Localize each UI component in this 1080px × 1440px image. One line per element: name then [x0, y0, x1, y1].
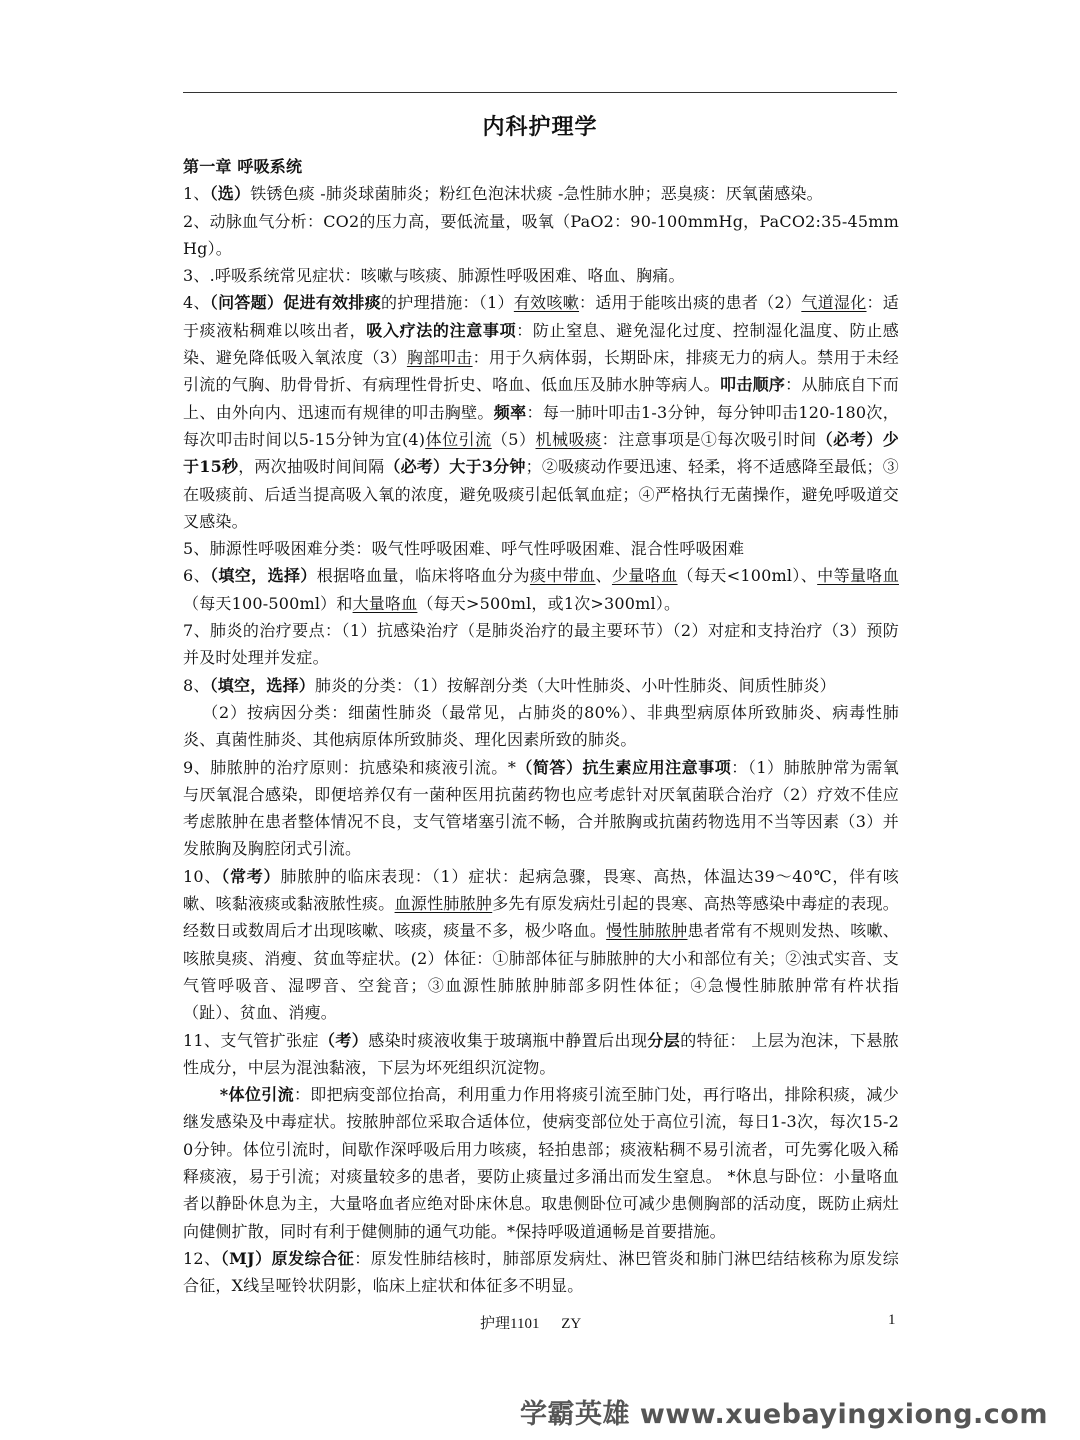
- bold-text: （简答）抗生素应用注意事项: [516, 757, 732, 777]
- paragraph-2: 2、动脉血气分析：CO2的压力高，要低流量，吸氧（PaO2：90-100mmHg，PaCO2:35-45mmHg）。: [183, 211, 899, 258]
- text: ，两次抽吸时间间隔: [238, 457, 385, 477]
- paragraph-6: [183, 562, 899, 617]
- bold-text: （必考）少于15秒: [183, 429, 899, 477]
- text: （每天<100ml）、: [677, 566, 818, 586]
- page-number: 1: [888, 1312, 896, 1328]
- underlined-term: 慢性肺脓肿: [606, 921, 688, 941]
- paragraph-3: 3、.呼吸系统常见症状：咳嗽与咳痰、肺源性呼吸困难、咯血、胸痛。: [183, 266, 685, 286]
- underlined-term: 胸部叩击: [406, 348, 473, 368]
- tag: （选）: [209, 184, 251, 204]
- underlined-term: 大量咯血: [352, 593, 418, 613]
- tag: （填空，选择）: [209, 566, 317, 586]
- underlined-term: 中等量咯血: [817, 566, 899, 586]
- footer-label: 护理1101 ZY: [480, 1316, 582, 1332]
- text: ：（1）肺脓肿常为需氧与厌氧混合感染，即便培养仅有一菌种医用抗菌药物也应考虑针对厌氧菌联合治疗（2）疗效不佳应考虑脓肿在患者整体情况不良，支气管堵塞引流不畅，合并脓胸或抗菌药物选用不当等因素（3）并发脓胸及胸腔闭式引流。: [183, 757, 899, 859]
- para-num: 4、: [183, 293, 210, 313]
- underlined-term: 痰中带血: [529, 566, 596, 586]
- text: ：适用于能咳出痰的患者（2）: [579, 293, 802, 313]
- text: ：防止窒息、避免湿化过度、控制湿化温度、防止感染、避免降低吸入氧浓度（3）: [183, 320, 899, 368]
- text: 肺脓肿的临床表现：（1）症状：起病急骤，畏寒、高热，体温达39～40℃，伴有咳嗽、咳黏液痰或黏液脓性痰。: [183, 866, 899, 914]
- bold-text: （问答题）促进有效排痰: [209, 293, 382, 313]
- para-num: 8、: [183, 675, 210, 695]
- paragraph-8: [183, 672, 899, 699]
- text: 9、肺脓肿的治疗原则：抗感染和痰液引流。*: [183, 757, 517, 777]
- para-text: 铁锈色痰 -肺炎球菌肺炎；粉红色泡沫状痰 -急性肺水肿；恶臭痰：厌氧菌感染。: [250, 184, 823, 204]
- paragraph-12: [183, 1245, 899, 1300]
- bold-text: 吸入疗法的注意事项: [366, 320, 517, 340]
- page-title: 内科护理学: [482, 114, 598, 140]
- paragraph-8-continued: （2）按病因分类：细菌性肺炎（最常见，占肺炎的80%）、非典型病原体所致肺炎、病毒性肺炎、真菌性肺炎、其他病原体所致肺炎、理化因素所致的肺炎。: [183, 702, 899, 750]
- paragraph-4: [183, 289, 899, 535]
- text: 感染时痰液收集于玻璃瓶中静置后出现: [368, 1030, 648, 1050]
- bold-text: （MJ）原发综合征: [220, 1248, 355, 1268]
- paragraph-5: 5、肺源性呼吸困难分类：吸气性呼吸困难、呼气性呼吸困难、混合性呼吸困难: [183, 539, 745, 559]
- text: ：注意事项是①每次吸引时间: [601, 429, 817, 449]
- text: （每天>500ml，或1次>300ml）。: [417, 593, 681, 613]
- text: ：原发性肺结核时，肺部原发病灶、淋巴管炎和肺门淋巴结结核称为原发综合征，X线呈哑铃状阴影，临床上症状和体征多不明显。: [183, 1248, 899, 1296]
- text: 肺炎的分类：（1）按解剖分类（大叶性肺炎、小叶性肺炎、间质性肺炎）: [315, 675, 836, 695]
- underlined-term: 体位引流: [425, 429, 492, 449]
- para-num: 1、: [183, 184, 210, 204]
- underlined-term: 机械吸痰: [535, 429, 602, 449]
- tag: （常考）: [221, 866, 281, 886]
- bold-text: 频率: [493, 402, 527, 422]
- text: ：用于久病体弱，长期卧床，排痰无力的病人。禁用于未经引流的气胸、肋骨骨折、有病理性骨折史、咯血、低血压及肺水肿等病人。: [183, 348, 899, 395]
- para-num: 10、: [183, 866, 222, 886]
- text: ：即把病变部位抬高，利用重力作用将痰引流至肺门处，再行咯出，排除积痰，减少继发感染及中毒症状。按脓肿部位采取合适体位，使病变部位处于高位引流，每日1-3次，每次15-20分钟。体位引流时，间歇作深呼吸后用力咳痰，轻拍患部；痰液粘稠不易引流者，可先雾化吸入稀释痰液，易于引流；对痰量较多的患者，要防止痰量过多涌出而发生窒息。 *休息与卧位：小量咯血者以静卧休息为主，大量咯血者应绝对卧床休息。取患侧卧位可减少患侧胸部的活动度，既防止病灶向健侧扩散，同时有利于健侧肺的通气功能。*保持呼吸道通畅是首要措施。: [183, 1085, 899, 1241]
- text: ；②吸痰动作要迅速、轻柔，将不适感降至最低；③在吸痰前、后适当提高吸入氧的浓度，避免吸痰引起低氧血症；④严格执行无菌操作，避免呼吸道交叉感染。: [183, 457, 899, 531]
- text: ：适于痰液粘稠难以咳出者，: [183, 293, 900, 340]
- underlined-term: 血源性肺脓肿: [394, 894, 493, 914]
- text: ：从肺底自下而上、由外向内、迅速而有规律的叩击胸壁。: [183, 375, 899, 422]
- text: 多先有原发病灶引起的畏寒、高热等感染中毒症的表现。经数日或数周后才出现咳嗽、咳痰，痰量不多，极少咯血。: [183, 894, 899, 941]
- header-rule: [183, 92, 897, 93]
- text: （每天100-500ml）和: [183, 593, 353, 613]
- text: ：每一肺叶叩击1-3分钟，每分钟叩击120-180次，每次叩击时间以5-15分钟为宜(4): [183, 402, 899, 449]
- underlined-term: 有效咳嗽: [513, 293, 580, 313]
- para-num: 12、: [183, 1248, 221, 1268]
- bold-text: 分层: [647, 1030, 681, 1050]
- paragraph-10: [183, 863, 899, 1027]
- text: 、: [595, 566, 612, 586]
- text: （5）: [491, 429, 536, 449]
- paragraph-11: [183, 1027, 899, 1082]
- underlined-term: 少量咯血: [611, 566, 678, 586]
- bold-text: 叩击顺序: [720, 375, 786, 395]
- underlined-term: 气道湿化: [801, 293, 867, 313]
- text: 的特征： 上层为泡沫，下悬脓性成分，中层为混浊黏液，下层为坏死组织沉淀物。: [183, 1030, 899, 1077]
- text: 患者常有不规则发热、咳嗽、咳脓臭痰、消瘦、贫血等症状。(2）体征：①肺部体征与肺脓肿的大小和部位有关；②浊式实音、支气管呼吸音、湿啰音、空瓮音；③血源性肺脓肿肺部多阴性体征；④急慢性肺脓肿常有杵状指（趾）、贫血、消瘦。: [183, 921, 899, 1023]
- chapter-heading: 第一章 呼吸系统: [183, 157, 303, 176]
- tag: （考）: [318, 1030, 369, 1050]
- paragraph-9: [183, 754, 899, 863]
- paragraph-7: 7、肺炎的治疗要点：（1）抗感染治疗（是肺炎治疗的最主要环节）（2）对症和支持治疗（3）预防并及时处理并发症。: [183, 621, 899, 668]
- text: 11、支气管扩张症: [183, 1030, 319, 1050]
- bold-text: *体位引流: [219, 1085, 294, 1105]
- tag: （填空，选择）: [209, 675, 315, 695]
- paragraph-11-continued: [183, 1081, 899, 1245]
- text: 的护理措施：（1）: [381, 293, 514, 313]
- para-num: 6、: [183, 566, 210, 586]
- watermark: 学霸英雄 www.xuebayingxiong.com: [519, 1399, 1048, 1430]
- document-body: [183, 153, 899, 1299]
- paragraph-1: [183, 180, 899, 207]
- bold-text: （必考）大于3分钟: [384, 457, 526, 477]
- text: 根据咯血量，临床将咯血分为: [316, 566, 530, 586]
